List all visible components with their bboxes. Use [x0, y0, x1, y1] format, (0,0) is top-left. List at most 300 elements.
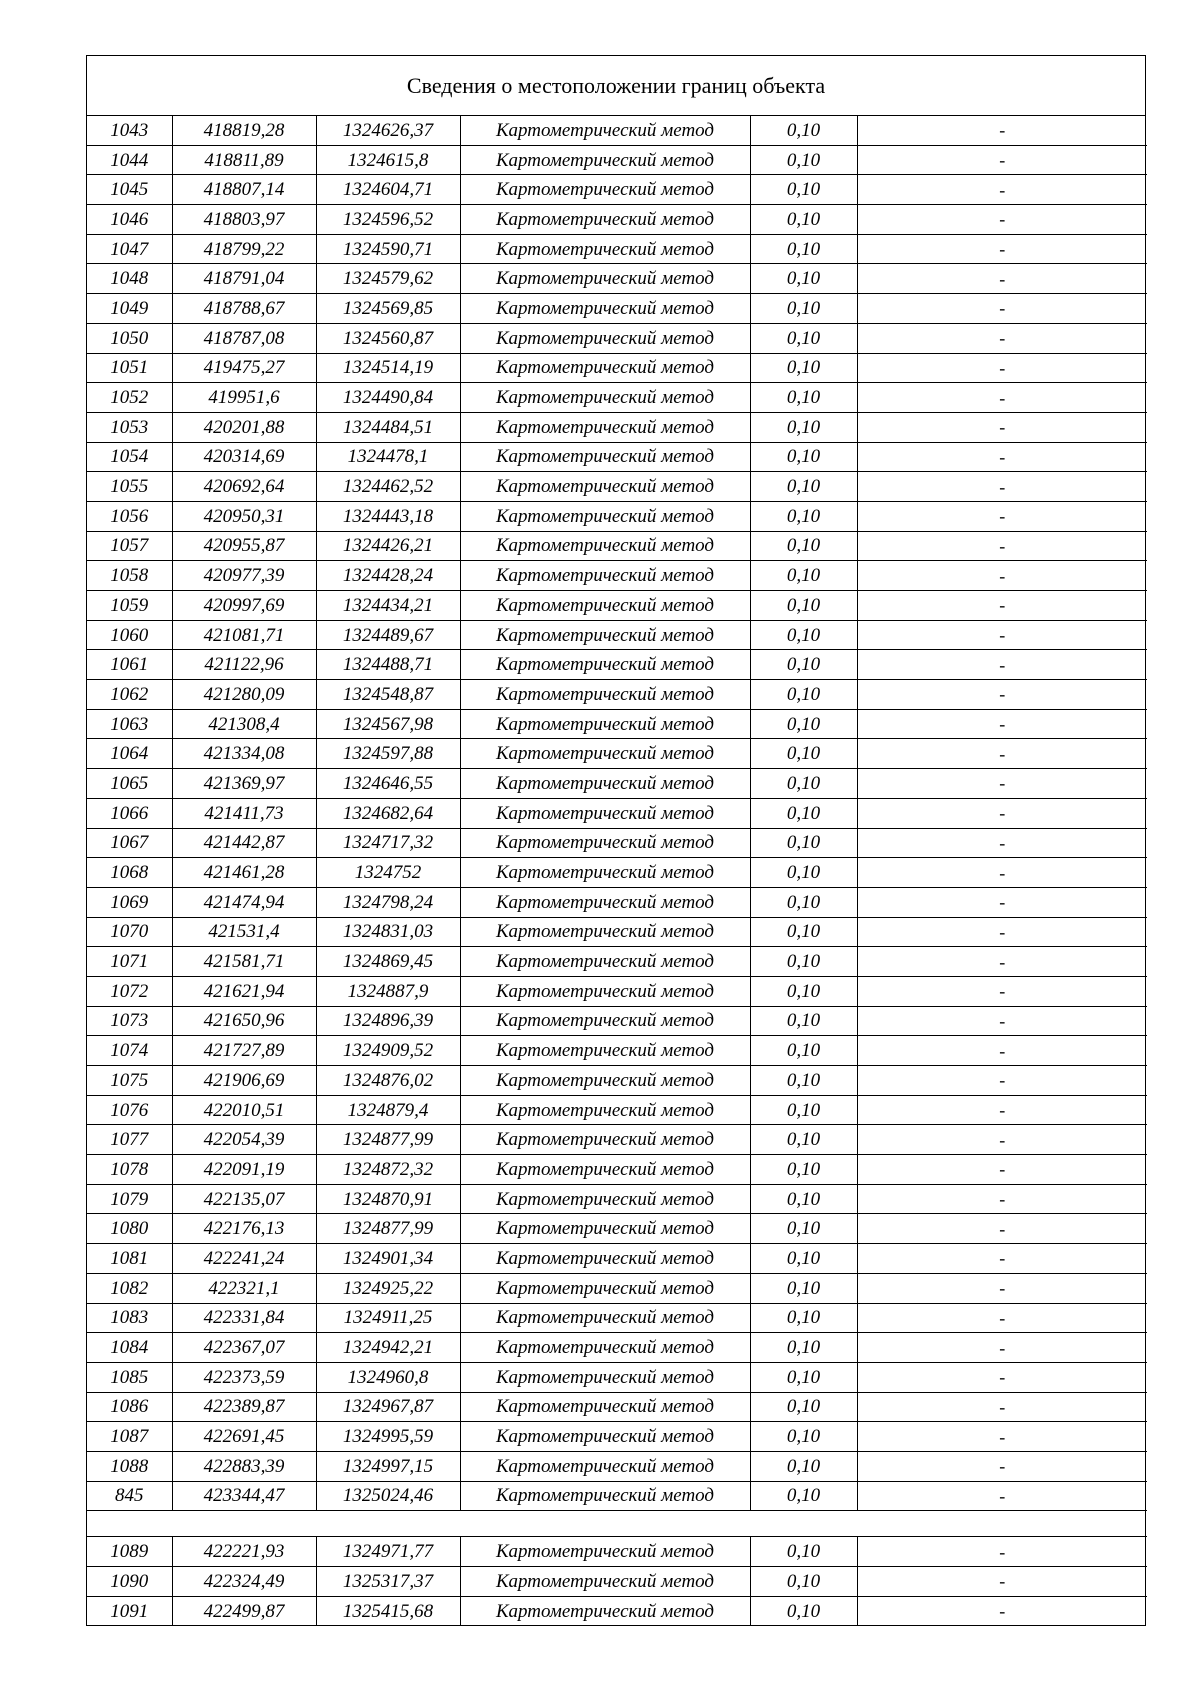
cell-description: -: [857, 858, 1147, 888]
cell-coord-x: 418788,67: [172, 294, 316, 324]
table-row: [87, 828, 1147, 858]
cell-accuracy: 0,10: [750, 1303, 857, 1333]
cell-coord-y: 1324798,24: [316, 887, 460, 917]
cell-method: Картометрический метод: [460, 650, 750, 680]
table-row: [87, 234, 1147, 264]
cell-coord-y: 1324426,21: [316, 531, 460, 561]
cell-method: Картометрический метод: [460, 234, 750, 264]
cell-point-number: 1084: [87, 1333, 172, 1363]
cell-description: -: [857, 828, 1147, 858]
cell-coord-x: 421621,94: [172, 976, 316, 1006]
cell-method: Картометрический метод: [460, 947, 750, 977]
cell-method: Картометрический метод: [460, 887, 750, 917]
cell-description: -: [857, 1451, 1147, 1481]
cell-point-number: 1051: [87, 353, 172, 383]
cell-accuracy: 0,10: [750, 1362, 857, 1392]
cell-accuracy: 0,10: [750, 1451, 857, 1481]
cell-point-number: 1056: [87, 501, 172, 531]
cell-description: -: [857, 323, 1147, 353]
cell-coord-y: 1324911,25: [316, 1303, 460, 1333]
cell-coord-x: 418787,08: [172, 323, 316, 353]
cell-method: Картометрический метод: [460, 1451, 750, 1481]
cell-method: Картометрический метод: [460, 1392, 750, 1422]
cell-point-number: 1053: [87, 412, 172, 442]
cell-coord-y: 1324752: [316, 858, 460, 888]
cell-coord-y: 1324626,37: [316, 116, 460, 145]
cell-method: Картометрический метод: [460, 1567, 750, 1597]
cell-description: -: [857, 1362, 1147, 1392]
cell-coord-y: 1324967,87: [316, 1392, 460, 1422]
cell-coord-x: 422221,93: [172, 1537, 316, 1567]
cell-description: -: [857, 1155, 1147, 1185]
cell-description: -: [857, 145, 1147, 175]
cell-point-number: 1050: [87, 323, 172, 353]
cell-coord-x: 420692,64: [172, 472, 316, 502]
cell-description: -: [857, 1303, 1147, 1333]
cell-description: -: [857, 1036, 1147, 1066]
table-row: [87, 323, 1147, 353]
cell-coord-y: 1324597,88: [316, 739, 460, 769]
cell-accuracy: 0,10: [750, 1066, 857, 1096]
cell-coord-x: 418819,28: [172, 116, 316, 145]
cell-method: Картометрический метод: [460, 1333, 750, 1363]
cell-coord-y: 1324615,8: [316, 145, 460, 175]
cell-point-number: 1069: [87, 887, 172, 917]
cell-point-number: 1075: [87, 1066, 172, 1096]
cell-accuracy: 0,10: [750, 947, 857, 977]
cell-description: -: [857, 680, 1147, 710]
cell-method: Картометрический метод: [460, 620, 750, 650]
cell-method: Картометрический метод: [460, 442, 750, 472]
cell-coord-x: 420977,39: [172, 561, 316, 591]
cell-coord-y: 1324879,4: [316, 1095, 460, 1125]
boundary-points-table: [87, 116, 1147, 1625]
cell-point-number: 1089: [87, 1537, 172, 1567]
cell-accuracy: 0,10: [750, 1596, 857, 1625]
cell-method: Картометрический метод: [460, 1537, 750, 1567]
cell-coord-y: 1324971,77: [316, 1537, 460, 1567]
cell-accuracy: 0,10: [750, 1392, 857, 1422]
cell-accuracy: 0,10: [750, 858, 857, 888]
cell-description: -: [857, 1596, 1147, 1625]
cell-method: Картометрический метод: [460, 828, 750, 858]
cell-description: -: [857, 234, 1147, 264]
cell-description: -: [857, 1214, 1147, 1244]
table-row: [87, 264, 1147, 294]
cell-accuracy: 0,10: [750, 205, 857, 235]
cell-coord-y: 1325024,46: [316, 1481, 460, 1511]
cell-point-number: 1055: [87, 472, 172, 502]
cell-method: Картометрический метод: [460, 709, 750, 739]
cell-accuracy: 0,10: [750, 1006, 857, 1036]
table-title: Сведения о местоположении границ объекта: [87, 56, 1145, 116]
cell-point-number: 1088: [87, 1451, 172, 1481]
cell-description: -: [857, 1333, 1147, 1363]
table-row: [87, 472, 1147, 502]
cell-accuracy: 0,10: [750, 709, 857, 739]
table-row: [87, 1184, 1147, 1214]
cell-coord-x: 422010,51: [172, 1095, 316, 1125]
cell-coord-x: 422367,07: [172, 1333, 316, 1363]
table-row: [87, 1362, 1147, 1392]
cell-coord-x: 422499,87: [172, 1596, 316, 1625]
table-row: [87, 1481, 1147, 1511]
cell-method: Картометрический метод: [460, 145, 750, 175]
cell-coord-x: 420950,31: [172, 501, 316, 531]
cell-coord-x: 422091,19: [172, 1155, 316, 1185]
cell-description: -: [857, 976, 1147, 1006]
cell-coord-y: 1324604,71: [316, 175, 460, 205]
table-row: [87, 294, 1147, 324]
cell-accuracy: 0,10: [750, 383, 857, 413]
table-row: [87, 116, 1147, 145]
table-row: [87, 739, 1147, 769]
cell-method: Картометрический метод: [460, 739, 750, 769]
cell-coord-x: 421334,08: [172, 739, 316, 769]
cell-accuracy: 0,10: [750, 234, 857, 264]
cell-description: -: [857, 650, 1147, 680]
cell-point-number: 1076: [87, 1095, 172, 1125]
cell-coord-x: 422324,49: [172, 1567, 316, 1597]
cell-coord-y: 1324548,87: [316, 680, 460, 710]
cell-coord-x: 421280,09: [172, 680, 316, 710]
table-row: [87, 620, 1147, 650]
cell-coord-x: 419951,6: [172, 383, 316, 413]
cell-point-number: 1068: [87, 858, 172, 888]
cell-description: -: [857, 798, 1147, 828]
cell-method: Картометрический метод: [460, 323, 750, 353]
cell-description: -: [857, 412, 1147, 442]
cell-accuracy: 0,10: [750, 1125, 857, 1155]
table-row: [87, 175, 1147, 205]
cell-coord-x: 421081,71: [172, 620, 316, 650]
contour-separator-cell: [87, 1511, 1147, 1537]
cell-coord-y: 1324997,15: [316, 1451, 460, 1481]
cell-coord-x: 420201,88: [172, 412, 316, 442]
cell-method: Картометрический метод: [460, 1095, 750, 1125]
cell-coord-x: 422176,13: [172, 1214, 316, 1244]
table-row: [87, 1537, 1147, 1567]
cell-method: Картометрический метод: [460, 116, 750, 145]
table-row: [87, 561, 1147, 591]
cell-accuracy: 0,10: [750, 1184, 857, 1214]
cell-accuracy: 0,10: [750, 769, 857, 799]
table-row: [87, 917, 1147, 947]
cell-coord-x: 421308,4: [172, 709, 316, 739]
cell-point-number: 1064: [87, 739, 172, 769]
cell-point-number: 845: [87, 1481, 172, 1511]
cell-coord-x: 422883,39: [172, 1451, 316, 1481]
cell-accuracy: 0,10: [750, 650, 857, 680]
table-row: [87, 1596, 1147, 1625]
cell-coord-y: 1324488,71: [316, 650, 460, 680]
cell-accuracy: 0,10: [750, 353, 857, 383]
cell-accuracy: 0,10: [750, 976, 857, 1006]
cell-accuracy: 0,10: [750, 1095, 857, 1125]
table-row: [87, 887, 1147, 917]
cell-coord-y: 1324490,84: [316, 383, 460, 413]
cell-accuracy: 0,10: [750, 1537, 857, 1567]
table-row: [87, 858, 1147, 888]
cell-method: Картометрический метод: [460, 205, 750, 235]
cell-description: -: [857, 709, 1147, 739]
cell-description: -: [857, 442, 1147, 472]
cell-point-number: 1085: [87, 1362, 172, 1392]
cell-coord-y: 1324443,18: [316, 501, 460, 531]
cell-coord-x: 422321,1: [172, 1273, 316, 1303]
cell-accuracy: 0,10: [750, 1273, 857, 1303]
cell-coord-y: 1324877,99: [316, 1214, 460, 1244]
cell-method: Картометрический метод: [460, 1184, 750, 1214]
cell-accuracy: 0,10: [750, 1214, 857, 1244]
cell-description: -: [857, 1125, 1147, 1155]
boundary-table-sheet: [86, 55, 1146, 1626]
cell-point-number: 1052: [87, 383, 172, 413]
cell-point-number: 1047: [87, 234, 172, 264]
table-row: [87, 1244, 1147, 1274]
cell-coord-y: 1324831,03: [316, 917, 460, 947]
cell-coord-y: 1325317,37: [316, 1567, 460, 1597]
cell-accuracy: 0,10: [750, 1155, 857, 1185]
table-row: [87, 442, 1147, 472]
cell-description: -: [857, 620, 1147, 650]
cell-coord-x: 421650,96: [172, 1006, 316, 1036]
cell-method: Картометрический метод: [460, 1125, 750, 1155]
cell-method: Картометрический метод: [460, 680, 750, 710]
cell-method: Картометрический метод: [460, 294, 750, 324]
cell-point-number: 1073: [87, 1006, 172, 1036]
cell-coord-x: 421727,89: [172, 1036, 316, 1066]
cell-point-number: 1046: [87, 205, 172, 235]
cell-point-number: 1048: [87, 264, 172, 294]
cell-method: Картометрический метод: [460, 1273, 750, 1303]
cell-coord-y: 1324942,21: [316, 1333, 460, 1363]
cell-description: -: [857, 947, 1147, 977]
cell-point-number: 1082: [87, 1273, 172, 1303]
cell-description: -: [857, 1392, 1147, 1422]
cell-coord-y: 1324876,02: [316, 1066, 460, 1096]
cell-coord-x: 421531,4: [172, 917, 316, 947]
cell-method: Картометрический метод: [460, 383, 750, 413]
cell-coord-y: 1324569,85: [316, 294, 460, 324]
table-row: [87, 1422, 1147, 1452]
cell-description: -: [857, 591, 1147, 621]
cell-point-number: 1081: [87, 1244, 172, 1274]
cell-accuracy: 0,10: [750, 1036, 857, 1066]
cell-point-number: 1067: [87, 828, 172, 858]
cell-accuracy: 0,10: [750, 1567, 857, 1597]
cell-accuracy: 0,10: [750, 442, 857, 472]
cell-coord-y: 1324514,19: [316, 353, 460, 383]
cell-accuracy: 0,10: [750, 1333, 857, 1363]
table-row: [87, 383, 1147, 413]
cell-point-number: 1054: [87, 442, 172, 472]
table-row: [87, 709, 1147, 739]
cell-coord-x: 421906,69: [172, 1066, 316, 1096]
table-row: [87, 1273, 1147, 1303]
cell-point-number: 1079: [87, 1184, 172, 1214]
cell-description: -: [857, 383, 1147, 413]
cell-description: -: [857, 1184, 1147, 1214]
cell-point-number: 1066: [87, 798, 172, 828]
table-row: [87, 1214, 1147, 1244]
cell-coord-y: 1324995,59: [316, 1422, 460, 1452]
cell-point-number: 1045: [87, 175, 172, 205]
cell-coord-x: 421461,28: [172, 858, 316, 888]
cell-method: Картометрический метод: [460, 1362, 750, 1392]
cell-method: Картометрический метод: [460, 1303, 750, 1333]
cell-method: Картометрический метод: [460, 917, 750, 947]
cell-coord-x: 422691,45: [172, 1422, 316, 1452]
cell-point-number: 1074: [87, 1036, 172, 1066]
table-row: [87, 1392, 1147, 1422]
cell-accuracy: 0,10: [750, 680, 857, 710]
cell-accuracy: 0,10: [750, 175, 857, 205]
cell-method: Картометрический метод: [460, 769, 750, 799]
cell-accuracy: 0,10: [750, 1244, 857, 1274]
cell-accuracy: 0,10: [750, 1481, 857, 1511]
cell-description: -: [857, 1537, 1147, 1567]
cell-point-number: 1090: [87, 1567, 172, 1597]
cell-accuracy: 0,10: [750, 323, 857, 353]
cell-coord-x: 418791,04: [172, 264, 316, 294]
cell-accuracy: 0,10: [750, 472, 857, 502]
cell-coord-y: 1324567,98: [316, 709, 460, 739]
table-row: [87, 769, 1147, 799]
cell-coord-x: 421411,73: [172, 798, 316, 828]
cell-coord-x: 421122,96: [172, 650, 316, 680]
table-row: [87, 650, 1147, 680]
cell-accuracy: 0,10: [750, 116, 857, 145]
cell-description: -: [857, 1481, 1147, 1511]
cell-coord-y: 1324596,52: [316, 205, 460, 235]
cell-coord-y: 1324869,45: [316, 947, 460, 977]
cell-coord-x: 421474,94: [172, 887, 316, 917]
cell-coord-x: 422389,87: [172, 1392, 316, 1422]
cell-method: Картометрический метод: [460, 353, 750, 383]
cell-description: -: [857, 294, 1147, 324]
cell-description: -: [857, 1006, 1147, 1036]
cell-coord-y: 1325415,68: [316, 1596, 460, 1625]
cell-method: Картометрический метод: [460, 264, 750, 294]
cell-point-number: 1071: [87, 947, 172, 977]
cell-method: Картометрический метод: [460, 1006, 750, 1036]
table-row: [87, 1333, 1147, 1363]
cell-description: -: [857, 1066, 1147, 1096]
cell-coord-y: 1324870,91: [316, 1184, 460, 1214]
cell-description: -: [857, 1273, 1147, 1303]
cell-method: Картометрический метод: [460, 798, 750, 828]
cell-coord-y: 1324428,24: [316, 561, 460, 591]
cell-accuracy: 0,10: [750, 1422, 857, 1452]
cell-method: Картометрический метод: [460, 1596, 750, 1625]
cell-coord-x: 423344,47: [172, 1481, 316, 1511]
cell-point-number: 1087: [87, 1422, 172, 1452]
table-row: [87, 145, 1147, 175]
cell-coord-y: 1324896,39: [316, 1006, 460, 1036]
cell-accuracy: 0,10: [750, 917, 857, 947]
cell-coord-y: 1324960,8: [316, 1362, 460, 1392]
cell-point-number: 1086: [87, 1392, 172, 1422]
cell-coord-y: 1324925,22: [316, 1273, 460, 1303]
cell-method: Картометрический метод: [460, 1036, 750, 1066]
cell-coord-x: 419475,27: [172, 353, 316, 383]
cell-method: Картометрический метод: [460, 412, 750, 442]
cell-description: -: [857, 531, 1147, 561]
cell-point-number: 1049: [87, 294, 172, 324]
table-row: [87, 1303, 1147, 1333]
cell-point-number: 1083: [87, 1303, 172, 1333]
cell-coord-x: 421581,71: [172, 947, 316, 977]
cell-description: -: [857, 264, 1147, 294]
table-row: [87, 1006, 1147, 1036]
cell-description: -: [857, 472, 1147, 502]
table-row: [87, 1095, 1147, 1125]
table-row: [87, 531, 1147, 561]
cell-coord-x: 422373,59: [172, 1362, 316, 1392]
cell-accuracy: 0,10: [750, 591, 857, 621]
cell-coord-y: 1324901,34: [316, 1244, 460, 1274]
cell-coord-x: 421442,87: [172, 828, 316, 858]
cell-description: -: [857, 353, 1147, 383]
contour-separator-row: [87, 1511, 1147, 1537]
cell-description: -: [857, 561, 1147, 591]
cell-description: -: [857, 205, 1147, 235]
table-row: [87, 976, 1147, 1006]
table-row: [87, 798, 1147, 828]
cell-point-number: 1043: [87, 116, 172, 145]
cell-coord-y: 1324682,64: [316, 798, 460, 828]
cell-coord-y: 1324489,67: [316, 620, 460, 650]
cell-method: Картометрический метод: [460, 976, 750, 1006]
table-row: [87, 591, 1147, 621]
cell-point-number: 1091: [87, 1596, 172, 1625]
cell-accuracy: 0,10: [750, 294, 857, 324]
table-row: [87, 1155, 1147, 1185]
table-row: [87, 412, 1147, 442]
cell-accuracy: 0,10: [750, 561, 857, 591]
cell-method: Картометрический метод: [460, 1244, 750, 1274]
cell-coord-x: 422135,07: [172, 1184, 316, 1214]
cell-coord-y: 1324646,55: [316, 769, 460, 799]
cell-coord-y: 1324877,99: [316, 1125, 460, 1155]
cell-point-number: 1058: [87, 561, 172, 591]
cell-coord-y: 1324579,62: [316, 264, 460, 294]
cell-method: Картометрический метод: [460, 1214, 750, 1244]
cell-method: Картометрический метод: [460, 561, 750, 591]
cell-point-number: 1063: [87, 709, 172, 739]
cell-method: Картометрический метод: [460, 1422, 750, 1452]
cell-coord-y: 1324478,1: [316, 442, 460, 472]
cell-coord-x: 418803,97: [172, 205, 316, 235]
cell-coord-x: 422054,39: [172, 1125, 316, 1155]
cell-coord-y: 1324462,52: [316, 472, 460, 502]
cell-description: -: [857, 1422, 1147, 1452]
cell-accuracy: 0,10: [750, 412, 857, 442]
cell-accuracy: 0,10: [750, 531, 857, 561]
table-row: [87, 205, 1147, 235]
cell-coord-x: 420314,69: [172, 442, 316, 472]
cell-description: -: [857, 739, 1147, 769]
cell-accuracy: 0,10: [750, 887, 857, 917]
cell-point-number: 1077: [87, 1125, 172, 1155]
cell-point-number: 1072: [87, 976, 172, 1006]
cell-description: -: [857, 769, 1147, 799]
table-row: [87, 1066, 1147, 1096]
cell-coord-x: 420997,69: [172, 591, 316, 621]
cell-point-number: 1060: [87, 620, 172, 650]
table-row: [87, 1451, 1147, 1481]
